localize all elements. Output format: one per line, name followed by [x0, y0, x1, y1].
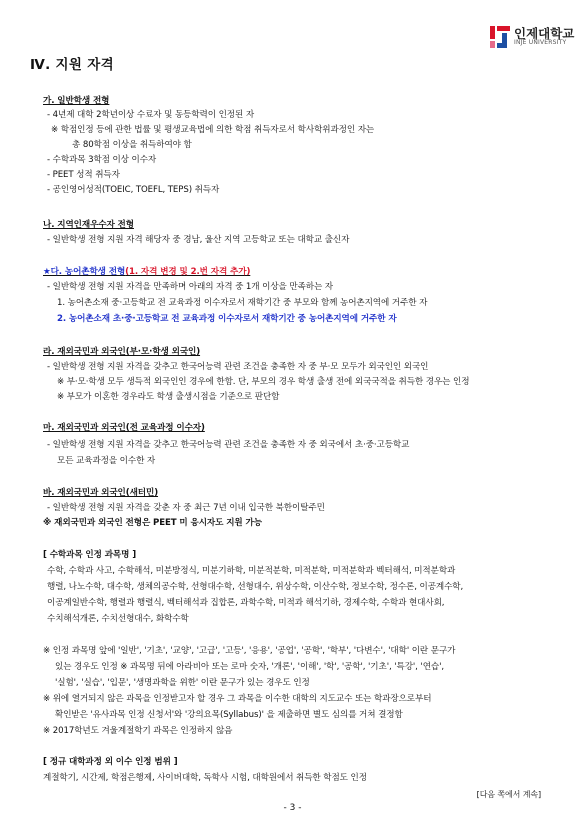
section-a-note-1: ※ 학점인정 등에 관한 법률 및 평생교육법에 의한 학점 취득자로서 학사학위과정인 자는 — [51, 125, 375, 135]
note-line-5: 확인받은 '유사과목 인정 신청서'와 '강의요목(Syllabus)' 을 제출하면 별도 심의를 거쳐 결정함 — [55, 710, 403, 720]
credit-scope-heading: [ 정규 대학과정 외 이수 인정 범위 ] — [43, 757, 178, 767]
note-line-2: 있는 경우도 인정 ※ 과목명 뒤에 아라비아 또는 로마 숫자, '개론', '이해', '학', '공학', '기초', '특강', '연습', — [55, 662, 444, 672]
math-subjects-line-2: 행렬, 나노수학, 대수학, 생체의공수학, 선형대수학, 선형대수, 위상수학, 이산수학, 정보수학, 정수론, 이공계수학, — [47, 582, 464, 592]
logo-korean-text: 인제대학교 — [514, 26, 575, 41]
section-e-heading: 마. 재외국민과 외국인(전 교육과정 이수자) — [43, 423, 205, 433]
section-b-line-1: - 일반학생 전형 지원 자격 해당자 중 경남, 울산 지역 고등학교 또는 대학교 출신자 — [47, 235, 350, 245]
section-c-heading-note: (1. 자격 변경 및 2.번 자격 추가) — [125, 267, 251, 277]
math-subjects-line-4: 수치해석개론, 수치선형대수, 화학수학 — [47, 614, 189, 624]
note-line-1: ※ 인정 과목명 앞에 '일반', '기초', '교양', '고급', '고등', '응용', '공업', '공학', '학부', '다변수', '대학' 이란 문구가 — [43, 646, 456, 656]
section-f-line-1: - 일반학생 전형 지원 자격을 갖춘 자 중 최근 7년 이내 입국한 북한이탈주민 — [47, 503, 325, 513]
section-d-heading: 라. 재외국민과 외국인(부·모·학생 외국인) — [43, 347, 201, 357]
page-title: Ⅳ. 지원 자격 — [30, 57, 114, 73]
university-emblem-icon — [490, 26, 510, 48]
section-c-item-2: 2. 농어촌소재 초·중·고등학교 전 교육과정 이수자로서 재학기간 중 농어촌지역에 거주한 자 — [57, 314, 397, 324]
section-a-line-4: - 공인영어성적(TOEIC, TOEFL, TEPS) 취득자 — [47, 185, 220, 195]
section-a-note-2: 총 80학점 이상을 취득하여야 함 — [72, 140, 192, 150]
section-c-heading-main: ★다. 농어촌학생 전형 — [43, 267, 126, 277]
section-a-heading: 가. 일반학생 전형 — [43, 96, 110, 106]
section-d-line-1: - 일반학생 전형 지원 자격을 갖추고 한국어능력 관련 조건을 충족한 자 중 부·모 모두가 외국인인 외국인 — [47, 362, 429, 372]
math-subjects-line-3: 이공계일반수학, 행렬과 행렬식, 벡터해석과 집합론, 과학수학, 미적과 해석기하, 경제수학, 수학과 현대사회, — [47, 598, 445, 608]
section-c-item-1: 1. 농어촌소재 중·고등학교 전 교육과정 이수자로서 재학기간 중 부모와 함께 농어촌지역에 거주한 자 — [57, 298, 428, 308]
math-subjects-line-1: 수학, 수학과 사고, 수학해석, 미분방정식, 미분기하학, 미분적분학, 미적분학, 미적분학과 벡터해석, 미적분학과 — [47, 566, 456, 576]
section-c-line-1: - 일반학생 전형 지원 자격을 만족하며 아래의 자격 중 1개 이상을 만족하는 자 — [47, 282, 333, 292]
section-d-note-1: ※ 부·모·학생 모두 생득적 외국인인 경우에 한함. 단, 부모의 경우 학생 출생 전에 외국국적을 취득한 경우는 인정 — [57, 377, 470, 387]
section-a-line-1: - 4년제 대학 2학년이상 수료자 및 동등학력이 인정된 자 — [47, 110, 255, 120]
section-f-note: ※ 재외국민과 외국인 전형은 PEET 미 응시자도 지원 가능 — [43, 518, 262, 528]
note-line-3: '실험', '실습', '입문', '생명과학을 위한' 이란 문구가 있는 경우도 인정 — [55, 678, 310, 688]
continued-note: [다음 쪽에서 계속] — [476, 790, 541, 799]
logo-english-text: INJE UNIVERSITY — [514, 39, 567, 46]
page-number: - 3 - — [283, 803, 302, 813]
credit-scope-line-1: 계절학기, 시간제, 학점은행제, 사이버대학, 독학사 시험, 대학원에서 취득한 학점도 인정 — [43, 773, 367, 783]
section-f-heading: 바. 재외국민과 외국인(새터민) — [43, 488, 159, 498]
section-d-note-2: ※ 부모가 이혼한 경우라도 학생 출생시점을 기준으로 판단함 — [57, 392, 280, 402]
section-b-heading: 나. 지역인재우수자 전형 — [43, 220, 134, 230]
section-e-line-1: - 일반학생 전형 지원 자격을 갖추고 한국어능력 관련 조건을 충족한 자 중 외국에서 초·중·고등학교 — [47, 440, 410, 450]
math-subjects-heading: [ 수학과목 인정 과목명 ] — [43, 550, 137, 560]
section-a-line-2: - 수학과목 3학점 이상 이수자 — [47, 155, 157, 165]
note-line-4: ※ 위에 열거되지 않은 과목을 인정받고자 할 경우 그 과목을 이수한 대학의 지도교수 또는 학과장으로부터 — [43, 694, 432, 704]
note-line-6: ※ 2017학년도 겨울계절학기 과목은 인정하지 않음 — [43, 726, 233, 736]
section-e-line-2: 모든 교육과정을 이수한 자 — [57, 456, 156, 466]
section-a-line-3: - PEET 성적 취득자 — [47, 170, 120, 180]
section-c-heading — [43, 266, 250, 278]
